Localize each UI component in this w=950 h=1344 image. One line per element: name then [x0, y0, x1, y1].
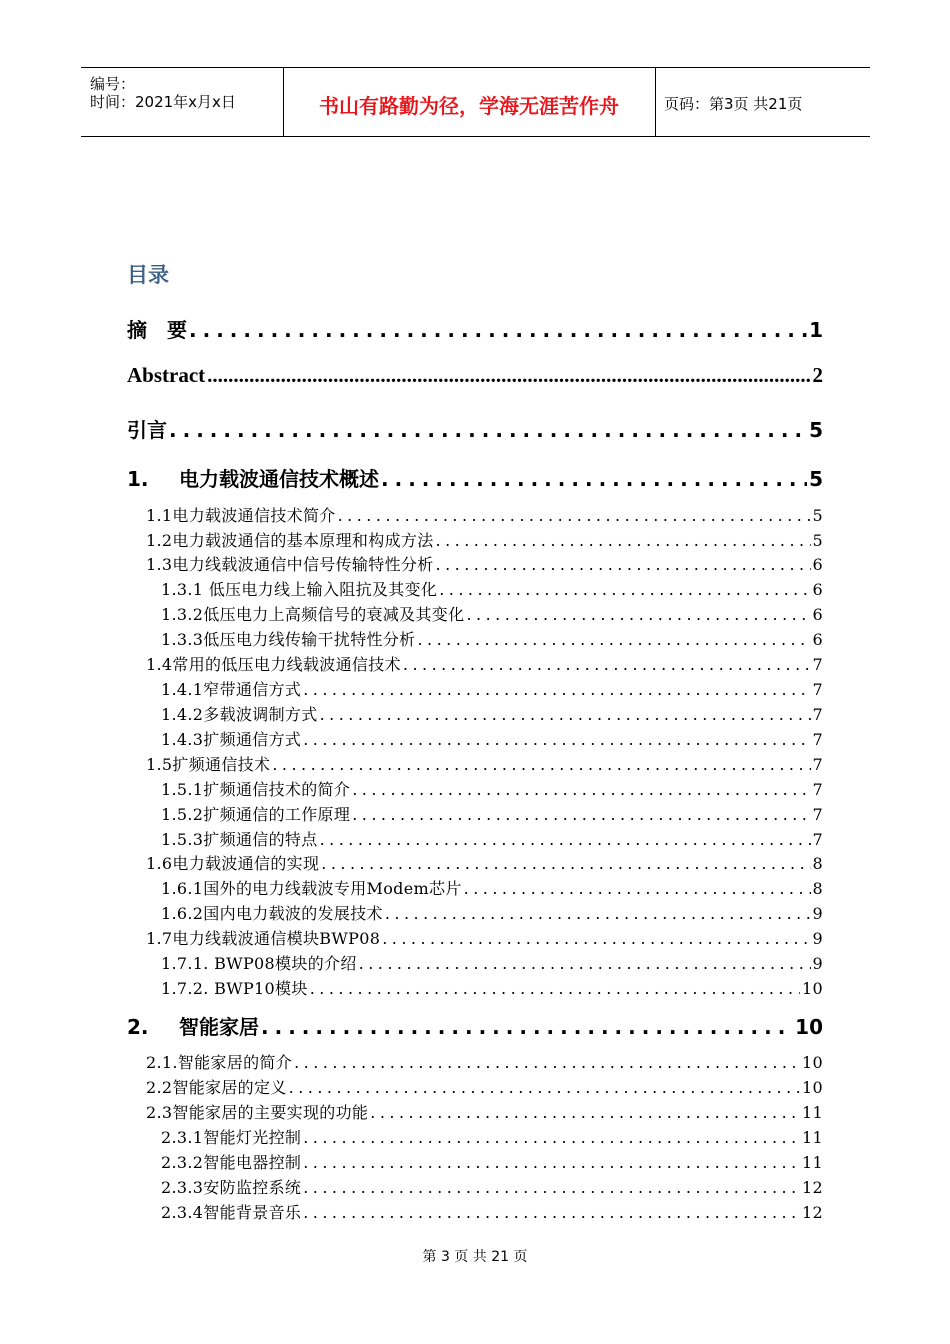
toc-entry-title: 摘 要	[127, 318, 187, 342]
toc-entry-1-3-1[interactable]	[161, 577, 823, 600]
toc-leader-dots	[289, 1078, 800, 1097]
toc-entry-1-4-2[interactable]	[161, 702, 823, 725]
toc-entry-page: 12	[802, 1178, 823, 1197]
toc-entry-2-3-3[interactable]	[161, 1175, 823, 1198]
toc-leader-dots	[321, 854, 810, 873]
toc-entry-page: 6	[812, 605, 823, 624]
toc-entry-1-4[interactable]	[146, 652, 823, 675]
toc-entry-title: 1.3.1 低压电力线上输入阻抗及其变化	[161, 580, 438, 599]
toc-leader-dots	[320, 705, 811, 724]
toc-entry-1-7-2[interactable]	[161, 976, 823, 999]
toc-chapter-number: 1.	[127, 467, 149, 491]
toc-leader-dots	[303, 730, 810, 749]
toc-entry-page: 7	[812, 780, 823, 799]
toc-leader-dots	[303, 1178, 800, 1197]
toc-entry-page: 11	[802, 1128, 823, 1147]
toc-leader-dots	[338, 506, 811, 525]
toc-entry-title: 1.3电力线载波通信中信号传输特性分析	[146, 555, 434, 574]
toc-entry-page: 6	[812, 630, 823, 649]
toc-entry-2-1[interactable]	[146, 1050, 823, 1073]
toc-entry-title: 1.2电力载波通信的基本原理和构成方法	[146, 531, 434, 550]
document-time-label: 时间：2021年x月x日	[90, 93, 236, 111]
toc-entry-title: 1.6.2国内电力载波的发展技术	[161, 904, 383, 923]
toc-leader-dots	[294, 1053, 800, 1072]
toc-entry-1-5-3[interactable]	[161, 827, 823, 850]
toc-entry-1-7[interactable]	[146, 926, 823, 949]
toc-entry-title: Abstract	[127, 363, 206, 387]
toc-leader-dots	[381, 467, 807, 491]
toc-entry-1-4-1[interactable]	[161, 677, 823, 700]
header-motto: 书山有路勤为径，学海无涯苦作舟	[319, 94, 619, 118]
toc-entry-page: 10	[802, 1053, 823, 1072]
toc-entry-page: 5	[812, 531, 823, 550]
toc-entry-1-2[interactable]	[146, 528, 823, 551]
toc-entry-page: 11	[802, 1153, 823, 1172]
toc-entry-title: 1.5.2扩频通信的工作原理	[161, 805, 351, 824]
toc-entry-1-5[interactable]	[146, 752, 823, 775]
toc-entry-title: 1.4常用的低压电力线载波通信技术	[146, 655, 401, 674]
toc-leader-dots	[352, 805, 810, 824]
toc-entry-title: 1.7.1. BWP08模块的介绍	[161, 954, 357, 973]
toc-leader-dots	[189, 318, 807, 342]
toc-entry-1-6-1[interactable]	[161, 876, 823, 899]
toc-entry-chapter-1[interactable]	[127, 463, 823, 492]
toc-entry-page: 10	[795, 1015, 823, 1039]
toc-entry-title: 1.6.1国外的电力线载波专用Modem芯片	[161, 879, 462, 898]
toc-entry-title: 1.5.1扩频通信技术的简介	[161, 780, 351, 799]
toc-entry-page: 5	[809, 467, 823, 491]
toc-entry-1-6-2[interactable]	[161, 901, 823, 924]
toc-entry-1-6[interactable]	[146, 851, 823, 874]
toc-entry-title: 1.7.2. BWP10模块	[161, 979, 308, 998]
toc-entry-page: 7	[812, 830, 823, 849]
toc-leader-dots	[370, 1103, 800, 1122]
toc-entry-title: 1.4.2多载波调制方式	[161, 705, 318, 724]
toc-leader-dots	[169, 418, 807, 442]
toc-leader-dots	[303, 1203, 800, 1222]
toc-entry-1-4-3[interactable]	[161, 727, 823, 750]
document-number-label: 编号：	[90, 75, 136, 93]
toc-entry-page: 9	[812, 954, 823, 973]
toc-entry-2-3-4[interactable]	[161, 1200, 823, 1223]
toc-leader-dots	[320, 830, 811, 849]
toc-entry-title: 1.4.1窄带通信方式	[161, 680, 302, 699]
page-footer: 第 3 页 共 21 页	[422, 1249, 528, 1265]
toc-entry-title: 2.3.2智能电器控制	[161, 1153, 302, 1172]
toc-entry-page: 12	[802, 1203, 823, 1222]
toc-leader-dots	[207, 363, 810, 388]
toc-leader-dots	[436, 555, 811, 574]
toc-entry-page: 9	[812, 929, 823, 948]
toc-entry-title: 1.1电力载波通信技术简介	[146, 506, 336, 525]
toc-leader-dots	[303, 1153, 800, 1172]
toc-leader-dots	[385, 904, 811, 923]
toc-entry-1-3[interactable]	[146, 552, 823, 575]
toc-leader-dots	[439, 580, 810, 599]
toc-leader-dots	[352, 780, 810, 799]
toc-entry-title: 1.6电力载波通信的实现	[146, 854, 320, 873]
toc-entry-title: 2.2智能家居的定义	[146, 1078, 287, 1097]
toc-entry-page: 9	[812, 904, 823, 923]
toc-entry-abstract-en[interactable]	[127, 363, 823, 388]
toc-leader-dots	[436, 531, 811, 550]
toc-entry-abstract-cn[interactable]	[127, 314, 823, 343]
toc-entry-2-2[interactable]	[146, 1075, 823, 1098]
toc-leader-dots	[359, 954, 811, 973]
toc-entry-1-5-1[interactable]	[161, 777, 823, 800]
toc-chapter-number: 2.	[127, 1015, 149, 1039]
toc-entry-page: 7	[812, 705, 823, 724]
toc-entry-2-3-2[interactable]	[161, 1150, 823, 1173]
toc-entry-page: 8	[812, 879, 823, 898]
toc-leader-dots	[303, 680, 810, 699]
toc-entry-1-3-3[interactable]	[161, 627, 823, 650]
toc-entry-page: 2	[812, 363, 823, 387]
toc-leader-dots	[382, 929, 810, 948]
toc-entry-title: 1.3.2低压电力上高频信号的衰减及其变化	[161, 605, 465, 624]
toc-entry-1-3-2[interactable]	[161, 602, 823, 625]
toc-entry-title: 2.3.4智能背景音乐	[161, 1203, 302, 1222]
toc-entry-2-3[interactable]	[146, 1100, 823, 1123]
toc-entry-title: 2.1.智能家居的简介	[146, 1053, 293, 1072]
toc-leader-dots	[261, 1015, 793, 1039]
toc-entry-page: 5	[809, 418, 823, 442]
toc-entry-page: 7	[812, 655, 823, 674]
toc-leader-dots	[310, 979, 800, 998]
toc-entry-intro[interactable]	[127, 414, 823, 443]
toc-entry-title: 1.7电力线载波通信模块BWP08	[146, 929, 381, 948]
toc-entry-title: 2.3.3安防监控系统	[161, 1178, 302, 1197]
toc-entry-1-5-2[interactable]	[161, 802, 823, 825]
toc-entry-page: 10	[802, 1078, 823, 1097]
toc-entry-1-7-1[interactable]	[161, 951, 823, 974]
toc-title: 目录	[127, 263, 169, 287]
toc-leader-dots	[417, 630, 810, 649]
toc-entry-page: 6	[812, 555, 823, 574]
toc-entry-2-3-1[interactable]	[161, 1125, 823, 1148]
toc-entry-1-1[interactable]	[146, 503, 823, 526]
toc-leader-dots	[303, 1128, 800, 1147]
toc-leader-dots	[464, 879, 811, 898]
toc-entry-chapter-2[interactable]	[127, 1011, 823, 1040]
toc-entry-title: 引言	[127, 418, 167, 442]
toc-entry-title: 2.3智能家居的主要实现的功能	[146, 1103, 369, 1122]
toc-entry-page: 6	[812, 580, 823, 599]
toc-entry-page: 1	[809, 318, 823, 342]
toc-entry-page: 8	[812, 854, 823, 873]
toc-entry-page: 7	[812, 680, 823, 699]
toc-entry-page: 7	[812, 805, 823, 824]
toc-entry-title: 智能家居	[179, 1015, 259, 1039]
header-page-info: 页码：第3页 共21页	[664, 95, 803, 113]
toc-leader-dots	[403, 655, 811, 674]
toc-entry-title: 电力载波通信技术概述	[179, 467, 379, 491]
toc-entry-title: 2.3.1智能灯光控制	[161, 1128, 302, 1147]
toc-entry-title: 1.4.3扩频通信方式	[161, 730, 302, 749]
toc-entry-title: 1.5.3扩频通信的特点	[161, 830, 318, 849]
toc-entry-page: 11	[802, 1103, 823, 1122]
toc-entry-title: 1.5扩频通信技术	[146, 755, 271, 774]
toc-leader-dots	[466, 605, 810, 624]
toc-entry-title: 1.3.3低压电力线传输干扰特性分析	[161, 630, 416, 649]
toc-entry-page: 5	[812, 506, 823, 525]
toc-leader-dots	[272, 755, 810, 774]
toc-entry-page: 7	[812, 730, 823, 749]
toc-entry-page: 7	[812, 755, 823, 774]
toc-entry-page: 10	[802, 979, 823, 998]
